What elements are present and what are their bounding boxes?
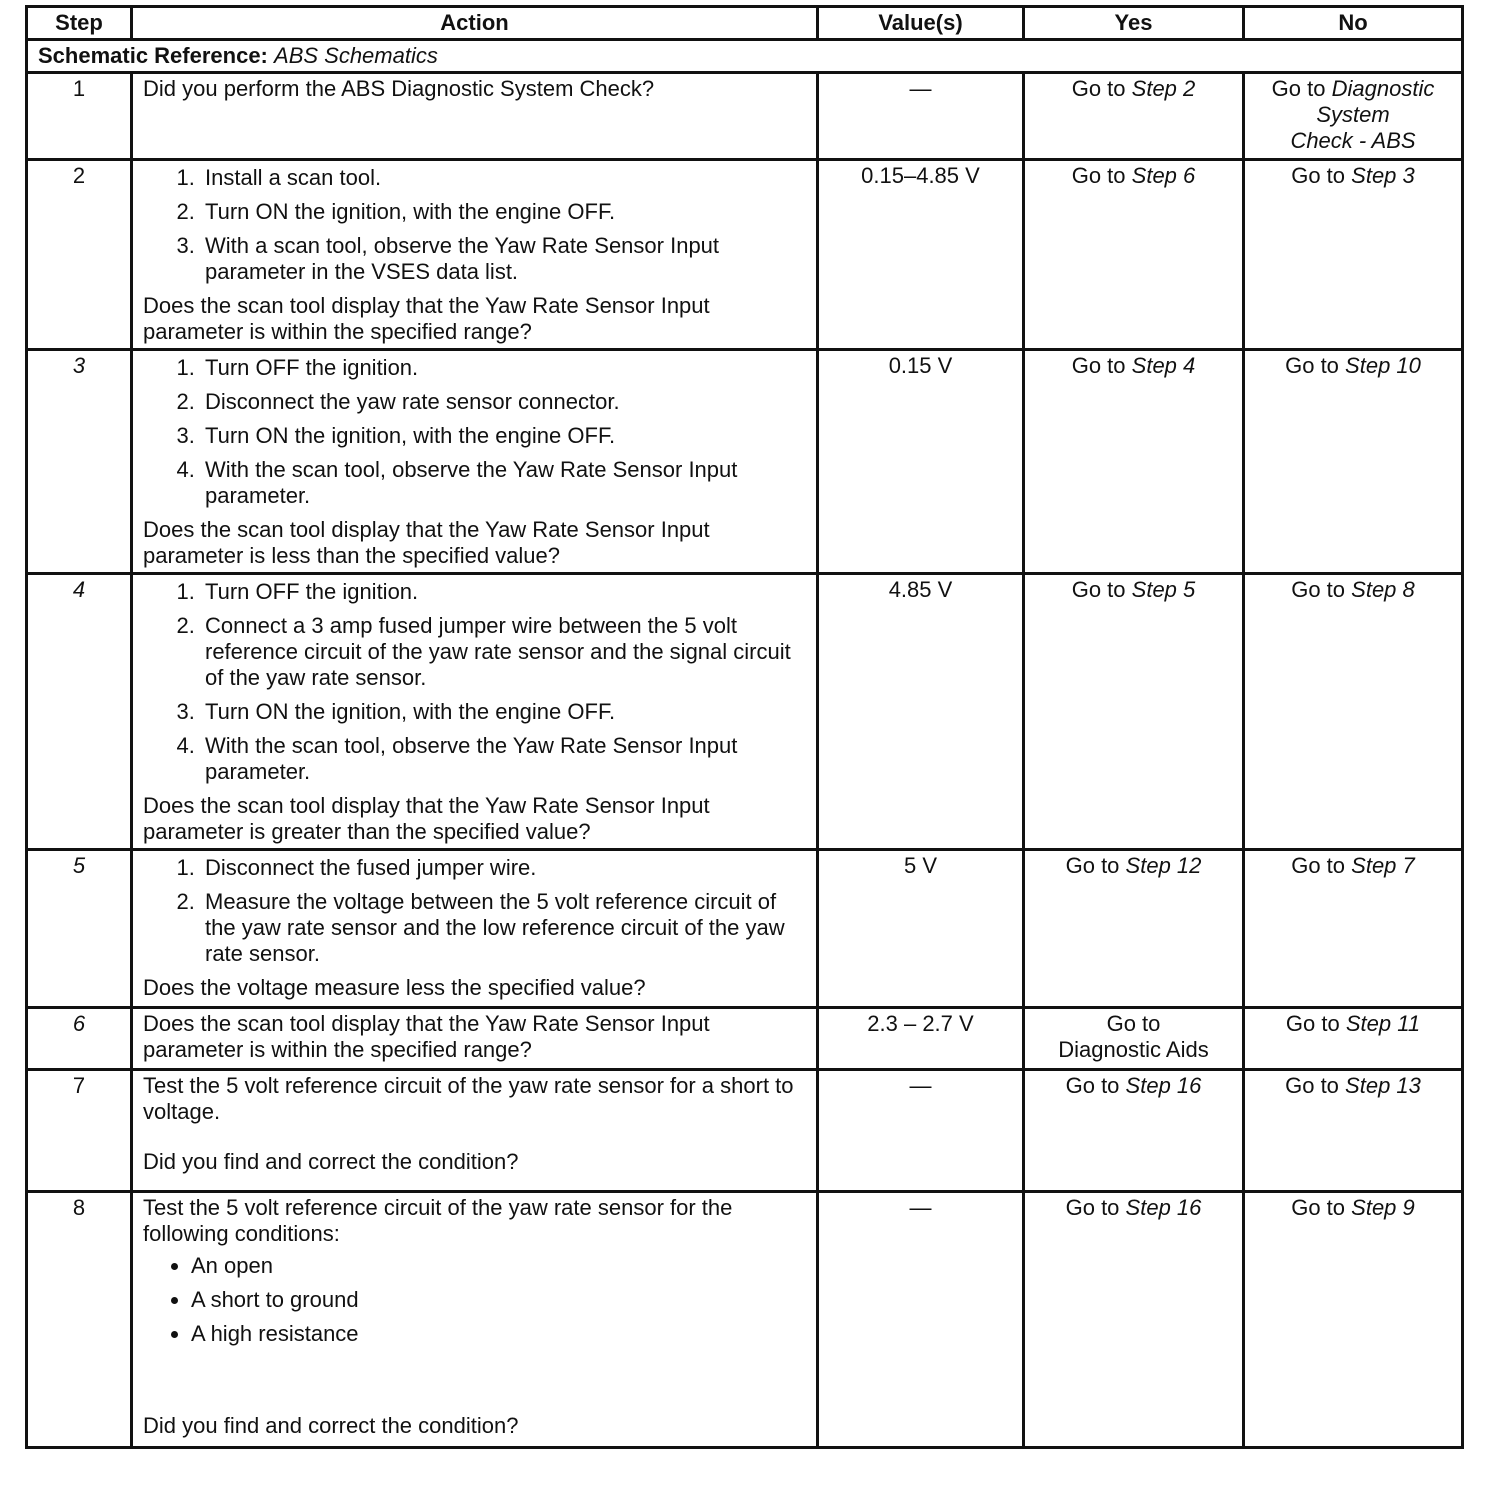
condition-list xyxy=(143,1253,806,1347)
no-prefix: Go to xyxy=(1285,1073,1339,1098)
action-item: 4. With the scan tool, observe the Yaw Rate Sensor Input parameter. xyxy=(201,733,806,785)
table-row-step-3 xyxy=(27,350,1463,574)
yes-link[interactable]: Step 16 xyxy=(1125,1195,1202,1220)
yes-cell xyxy=(1024,574,1244,850)
step-number: 4 xyxy=(27,574,132,850)
action-cell xyxy=(132,1008,818,1070)
no-link-part-1: Diagnostic System xyxy=(1316,76,1435,127)
action-item: 1. Disconnect the fused jumper wire. xyxy=(201,855,806,881)
yes-line-1: Go to xyxy=(1106,1011,1161,1036)
no-prefix: Go to xyxy=(1271,76,1326,101)
value-cell: 4.85 V xyxy=(818,574,1024,850)
question: Does the scan tool display that the Yaw Rate Sensor Input parameter is within the specified range? xyxy=(143,293,710,344)
yes-prefix: Go to xyxy=(1065,1195,1120,1220)
action-list xyxy=(143,855,806,967)
yes-link[interactable]: Step 5 xyxy=(1131,577,1196,602)
no-prefix: Go to xyxy=(1285,1011,1340,1036)
table-row-step-4 xyxy=(27,574,1463,850)
no-link[interactable]: Step 8 xyxy=(1351,577,1415,602)
action-cell xyxy=(132,73,818,160)
no-link[interactable]: Step 13 xyxy=(1345,1073,1421,1098)
table-row-step-7 xyxy=(27,1070,1463,1192)
action-cell xyxy=(132,850,818,1008)
yes-cell xyxy=(1024,160,1244,350)
header-step: Step xyxy=(27,7,132,40)
step-number: 2 xyxy=(27,160,132,350)
table-row-step-2 xyxy=(27,160,1463,350)
no-prefix: Go to xyxy=(1291,1195,1346,1220)
action-list xyxy=(143,579,806,785)
no-link[interactable]: Step 11 xyxy=(1345,1011,1421,1036)
condition-item: • A high resistance xyxy=(191,1321,806,1347)
action-item: 2. Connect a 3 amp fused jumper wire between the 5 volt reference circuit of the yaw rate sensor and the signal circuit of the yaw rate sensor. xyxy=(201,613,806,691)
no-link[interactable]: Step 3 xyxy=(1351,163,1415,188)
action-item: 1. Turn OFF the ignition. xyxy=(201,579,806,605)
value-cell: 5 V xyxy=(818,850,1024,1008)
action-cell xyxy=(132,350,818,574)
yes-prefix: Go to xyxy=(1071,76,1126,101)
yes-cell xyxy=(1024,1070,1244,1192)
header-row xyxy=(27,7,1463,40)
spacer xyxy=(143,1355,806,1413)
table-row-step-8 xyxy=(27,1192,1463,1448)
yes-prefix: Go to xyxy=(1065,853,1120,878)
no-cell xyxy=(1244,1008,1463,1070)
yes-link[interactable]: Step 6 xyxy=(1131,163,1196,188)
yes-link[interactable]: Step 16 xyxy=(1125,1073,1202,1098)
yes-link[interactable]: Step 2 xyxy=(1131,76,1196,101)
question: Does the scan tool display that the Yaw Rate Sensor Input parameter is greater than the specified value? xyxy=(143,793,710,844)
step-number: 6 xyxy=(27,1008,132,1070)
spacer xyxy=(143,1125,806,1149)
yes-cell xyxy=(1024,350,1244,574)
yes-prefix: Go to xyxy=(1071,577,1126,602)
no-cell xyxy=(1244,160,1463,350)
action-list xyxy=(143,355,806,509)
step-number: 5 xyxy=(27,850,132,1008)
step-number: 3 xyxy=(27,350,132,574)
no-link[interactable]: Step 10 xyxy=(1345,353,1421,378)
value-cell: — xyxy=(818,1192,1024,1448)
yes-cell[interactable] xyxy=(1024,1008,1244,1070)
no-prefix: Go to xyxy=(1291,853,1346,878)
no-link[interactable]: Step 7 xyxy=(1351,853,1415,878)
action-cell xyxy=(132,1192,818,1448)
value-cell: 0.15–4.85 V xyxy=(818,160,1024,350)
schematic-label: Schematic Reference: xyxy=(38,43,268,68)
step-number: 7 xyxy=(27,1070,132,1192)
table-row-step-5 xyxy=(27,850,1463,1008)
table-row-step-1 xyxy=(27,73,1463,160)
header-values: Value(s) xyxy=(818,7,1024,40)
value-cell: 0.15 V xyxy=(818,350,1024,574)
yes-link[interactable]: Diagnostic Aids xyxy=(1058,1037,1209,1062)
yes-link[interactable]: Step 4 xyxy=(1131,353,1196,378)
action-item: 1. Turn OFF the ignition. xyxy=(201,355,806,381)
header-action: Action xyxy=(132,7,818,40)
question: Does the scan tool display that the Yaw Rate Sensor Input parameter is within the specified range? xyxy=(143,1011,710,1062)
value-cell: — xyxy=(818,1070,1024,1192)
action-item: 3. Turn ON the ignition, with the engine OFF. xyxy=(201,699,806,725)
yes-link[interactable]: Step 12 xyxy=(1125,853,1202,878)
schematic-link[interactable]: ABS Schematics xyxy=(274,43,438,68)
no-cell xyxy=(1244,850,1463,1008)
question: Does the voltage measure less the specified value? xyxy=(143,975,646,1000)
no-cell xyxy=(1244,350,1463,574)
question: Did you find and correct the condition? xyxy=(143,1413,519,1438)
no-prefix: Go to xyxy=(1291,577,1346,602)
yes-prefix: Go to xyxy=(1065,1073,1120,1098)
action-item: 3. With a scan tool, observe the Yaw Rate Sensor Input parameter in the VSES data list. xyxy=(201,233,806,285)
action-item: 2. Measure the voltage between the 5 volt reference circuit of the yaw rate sensor and the low reference circuit of the yaw rate sensor. xyxy=(201,889,806,967)
schematic-reference xyxy=(27,40,1463,73)
condition-item: • A short to ground xyxy=(191,1287,806,1313)
question: Did you perform the ABS Diagnostic System Check? xyxy=(143,76,655,101)
no-prefix: Go to xyxy=(1285,353,1339,378)
no-link-part-2: Check - ABS xyxy=(1290,128,1416,153)
question: Does the scan tool display that the Yaw Rate Sensor Input parameter is less than the specified value? xyxy=(143,517,710,568)
yes-cell xyxy=(1024,73,1244,160)
yes-cell xyxy=(1024,1192,1244,1448)
action-item: 1. Install a scan tool. xyxy=(201,165,806,191)
no-prefix: Go to xyxy=(1291,163,1346,188)
condition-item: • An open xyxy=(191,1253,806,1279)
yes-cell xyxy=(1024,850,1244,1008)
value-cell: — xyxy=(818,73,1024,160)
diagnostic-table xyxy=(25,5,1464,1449)
no-cell xyxy=(1244,1070,1463,1192)
action-cell xyxy=(132,574,818,850)
yes-prefix: Go to xyxy=(1071,353,1126,378)
header-yes: Yes xyxy=(1024,7,1244,40)
action-cell xyxy=(132,160,818,350)
schematic-row xyxy=(27,40,1463,73)
question: Did you find and correct the condition? xyxy=(143,1149,519,1174)
step-number: 8 xyxy=(27,1192,132,1448)
step-number: 1 xyxy=(27,73,132,160)
action-item: 2. Disconnect the yaw rate sensor connector. xyxy=(201,389,806,415)
no-link[interactable]: Step 9 xyxy=(1351,1195,1415,1220)
instruction: Test the 5 volt reference circuit of the yaw rate sensor for the following conditions: xyxy=(143,1195,733,1246)
action-cell xyxy=(132,1070,818,1192)
table-row-step-6 xyxy=(27,1008,1463,1070)
instruction: Test the 5 volt reference circuit of the yaw rate sensor for a short to voltage. xyxy=(143,1073,794,1124)
header-no: No xyxy=(1244,7,1463,40)
action-item: 4. With the scan tool, observe the Yaw Rate Sensor Input parameter. xyxy=(201,457,806,509)
action-item: 3. Turn ON the ignition, with the engine OFF. xyxy=(201,423,806,449)
yes-prefix: Go to xyxy=(1071,163,1126,188)
action-list xyxy=(143,165,806,285)
no-cell xyxy=(1244,73,1463,160)
action-item: 2. Turn ON the ignition, with the engine OFF. xyxy=(201,199,806,225)
no-cell xyxy=(1244,574,1463,850)
no-cell xyxy=(1244,1192,1463,1448)
value-cell: 2.3 – 2.7 V xyxy=(818,1008,1024,1070)
